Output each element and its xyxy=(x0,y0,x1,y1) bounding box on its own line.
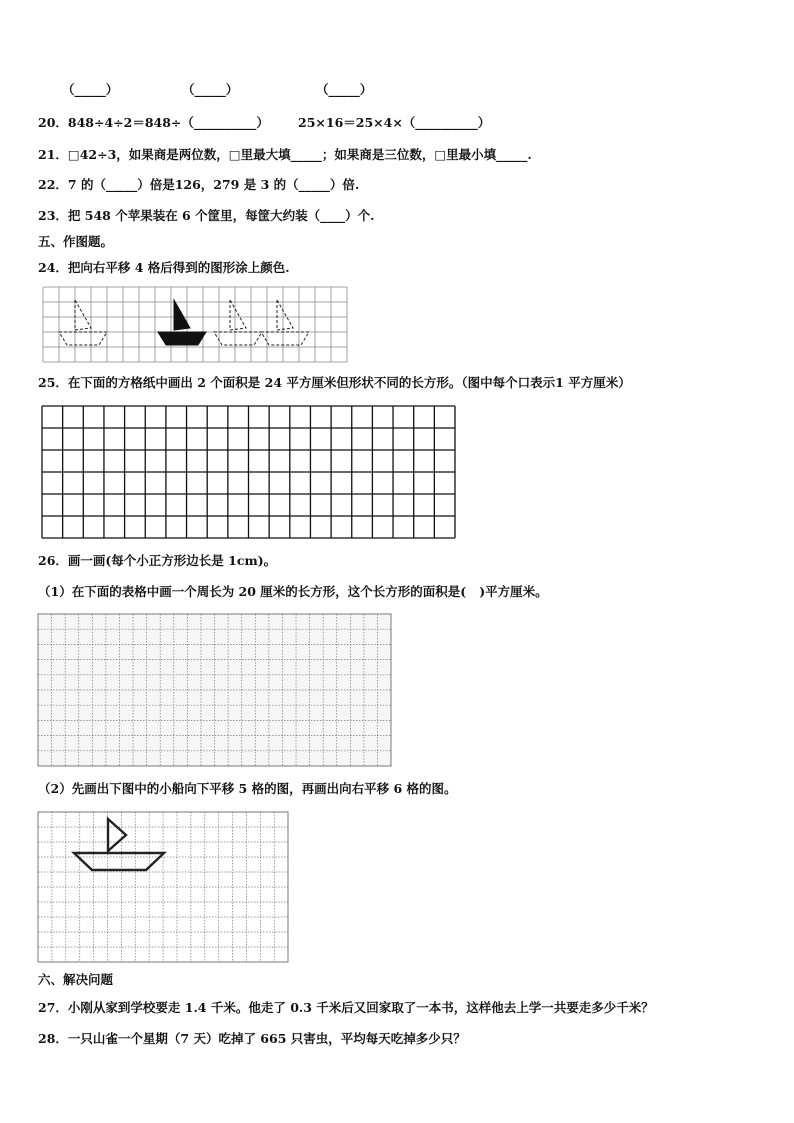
boat-dashed-option-1 xyxy=(214,300,262,345)
question-23: 23．把 548 个苹果装在 6 个筐里，每筐大约装（____）个. xyxy=(38,208,375,223)
question-20b: 25×16＝25×4×（__________） xyxy=(298,115,491,130)
question-26: 26．画一画(每个小正方形边长是 1cm)。 xyxy=(38,553,277,568)
question-27: 27．小刚从家到学校要走 1.4 千米。他走了 0.3 千米后又回家取了一本书，这样他去上学一共要走多少千米？ xyxy=(38,1000,654,1015)
grid-q24 xyxy=(43,287,347,362)
question-26-2: （2）先画出下图中的小船向下平移 5 格的图，再画出向右平移 6 格的图。 xyxy=(38,781,457,796)
blank-19c: （_____） xyxy=(316,82,373,97)
boat-solid xyxy=(158,300,206,345)
grid-q26-2 xyxy=(38,812,288,962)
question-25: 25．在下面的方格纸中画出 2 个面积是 24 平方厘米但形状不同的长方形。（图中每个口表示1 平方厘米） xyxy=(38,375,631,390)
blank-19a: （_____） xyxy=(62,82,119,97)
question-20a: 20．848÷4÷2＝848÷（__________） xyxy=(38,115,269,130)
boat-dashed-option-2 xyxy=(261,300,309,345)
section-5-heading: 五、作图题。 xyxy=(38,234,114,249)
grid-q26-1 xyxy=(38,614,391,766)
boat-original-dashed xyxy=(59,300,107,345)
grid-q25 xyxy=(42,406,455,538)
question-22: 22．7 的（_____）倍是126，279 是 3 的（_____）倍. xyxy=(38,177,360,192)
section-6-heading: 六、解决问题 xyxy=(38,972,114,987)
question-21: 21．□42÷3，如果商是两位数，□里最大填_____；如果商是三位数，□里最小填_____. xyxy=(38,147,532,162)
blank-19b: （_____） xyxy=(182,82,239,97)
question-26-1: （1）在下面的表格中画一个周长为 20 厘米的长方形，这个长方形的面积是( )平方厘米。 xyxy=(38,584,548,599)
question-28: 28．一只山雀一个星期（7 天）吃掉了 665 只害虫，平均每天吃掉多少只？ xyxy=(38,1031,466,1046)
question-24: 24．把向右平移 4 格后得到的图形涂上颜色. xyxy=(38,260,290,275)
